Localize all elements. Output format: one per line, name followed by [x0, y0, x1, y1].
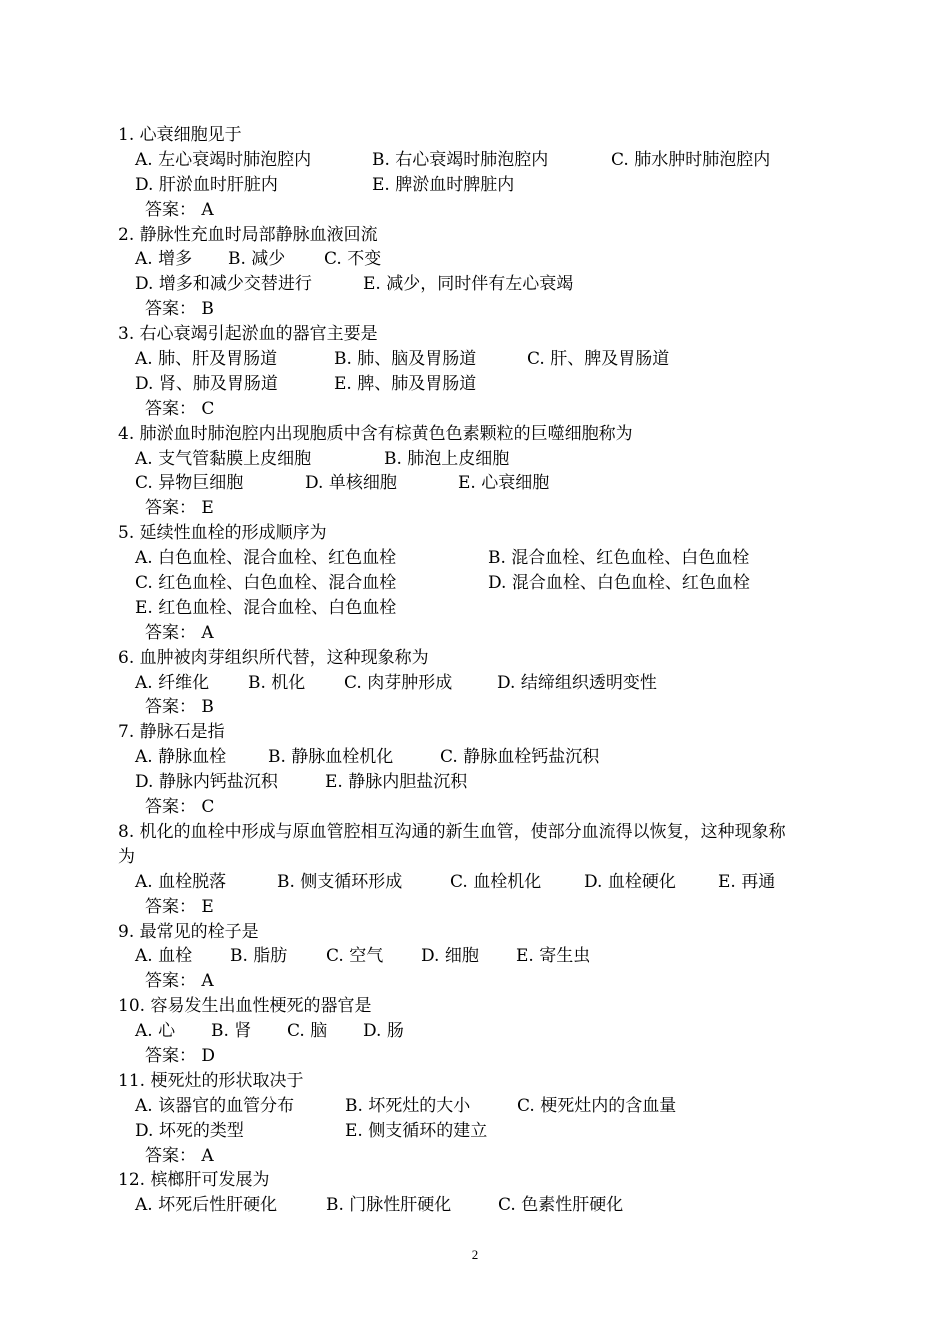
- answer: 答案： B: [145, 697, 214, 718]
- question-5: 5. 延续性血栓的形成顺序为: [118, 523, 327, 544]
- option: B. 侧支循环形成: [277, 871, 403, 892]
- option: B. 肾: [211, 1021, 252, 1042]
- option: A. 该器官的血管分布: [135, 1095, 295, 1116]
- options-row: [118, 372, 878, 397]
- answer: 答案： C: [145, 398, 215, 419]
- option: E. 寄生虫: [516, 946, 591, 967]
- option: A. 肺、肝及胃肠道: [135, 349, 278, 370]
- option: D. 血栓硬化: [584, 871, 676, 892]
- question-8: 8. 机化的血栓中形成与原血管腔相互沟通的新生血管，使部分血流得以恢复，这种现象称: [118, 821, 786, 842]
- option: A. 支气管黏膜上皮细胞: [135, 448, 312, 469]
- option: A. 增多: [135, 249, 193, 270]
- answer: 答案： E: [145, 498, 214, 519]
- option: B. 肺泡上皮细胞: [384, 448, 510, 469]
- options-row: [118, 247, 878, 272]
- question-12: 12. 槟榔肝可发展为: [118, 1170, 270, 1191]
- option: C. 肉芽肿形成: [344, 672, 453, 693]
- option: A. 坏死后性肝硬化: [135, 1195, 278, 1216]
- answer: 答案： A: [145, 971, 214, 992]
- option: D. 肝淤血时肝脏内: [135, 174, 278, 195]
- option: B. 混合血栓、红色血栓、白色血栓: [488, 548, 750, 569]
- option: A. 白色血栓、混合血栓、红色血栓: [135, 548, 397, 569]
- options-row: [118, 471, 878, 496]
- options-row: [118, 671, 878, 696]
- answer: 答案： C: [145, 797, 215, 818]
- question-6: 6. 血肿被肉芽组织所代替，这种现象称为: [118, 647, 429, 668]
- option: E. 再通: [718, 871, 776, 892]
- option: B. 机化: [248, 672, 306, 693]
- options-row: [118, 546, 878, 571]
- options-row: [118, 173, 878, 198]
- option: D. 静脉内钙盐沉积: [135, 772, 278, 793]
- option: A. 心: [135, 1021, 176, 1042]
- option: D. 结缔组织透明变性: [497, 672, 657, 693]
- option: D. 单核细胞: [305, 473, 397, 494]
- option: A. 左心衰竭时肺泡腔内: [135, 149, 312, 170]
- answer: 答案： A: [145, 1145, 214, 1166]
- option: C. 色素性肝硬化: [498, 1195, 624, 1216]
- answer: 答案： A: [145, 622, 214, 643]
- option: B. 右心衰竭时肺泡腔内: [372, 149, 549, 170]
- answer: 答案： E: [145, 896, 214, 917]
- question-2: 2. 静脉性充血时局部静脉血液回流: [118, 224, 378, 245]
- question-1: 1. 心衰细胞见于: [118, 125, 242, 145]
- option: E. 静脉内胆盐沉积: [325, 772, 468, 793]
- options-row: [118, 272, 878, 297]
- page-number: 2: [471, 1247, 479, 1262]
- options-row: [118, 1019, 878, 1044]
- option: D. 增多和减少交替进行: [135, 274, 312, 295]
- option: E. 红色血栓、混合血栓、白色血栓: [135, 597, 397, 618]
- option: B. 坏死灶的大小: [345, 1095, 471, 1116]
- option: A. 静脉血栓: [135, 747, 227, 768]
- option: C. 血栓机化: [450, 871, 542, 892]
- option: B. 脂肪: [230, 946, 288, 967]
- question-9: 9. 最常见的栓子是: [118, 921, 259, 942]
- options-row: [118, 596, 878, 621]
- option: B. 减少: [228, 249, 286, 270]
- options-row: [118, 571, 878, 596]
- question-4: 4. 肺淤血时肺泡腔内出现胞质中含有棕黄色色素颗粒的巨噬细胞称为: [118, 423, 633, 444]
- answer: 答案： A: [145, 199, 214, 220]
- option: C. 肺水肿时肺泡腔内: [611, 149, 771, 170]
- options-row: [118, 944, 878, 969]
- answer: 答案： B: [145, 299, 214, 320]
- options-row: [118, 1094, 878, 1119]
- question-8-continued: 为: [118, 846, 135, 867]
- option: C. 脑: [287, 1021, 328, 1042]
- option: D. 肠: [363, 1021, 404, 1042]
- options-row: [118, 347, 878, 372]
- option: B. 静脉血栓机化: [268, 747, 394, 768]
- option: C. 不变: [324, 249, 382, 270]
- answer: 答案： D: [145, 1045, 216, 1066]
- option: B. 门脉性肝硬化: [326, 1195, 452, 1216]
- option: D. 混合血栓、白色血栓、红色血栓: [488, 573, 750, 594]
- option: D. 细胞: [421, 946, 479, 967]
- question-7: 7. 静脉石是指: [118, 722, 225, 743]
- option: B. 肺、脑及胃肠道: [334, 349, 477, 370]
- option: C. 红色血栓、白色血栓、混合血栓: [135, 573, 397, 594]
- question-3: 3. 右心衰竭引起淤血的器官主要是: [118, 324, 378, 345]
- option: C. 梗死灶内的含血量: [517, 1095, 677, 1116]
- option: C. 静脉血栓钙盐沉积: [440, 747, 600, 768]
- options-row: [118, 770, 878, 795]
- option: C. 空气: [326, 946, 384, 967]
- question-11: 11. 梗死灶的形状取决于: [118, 1070, 304, 1091]
- option: E. 心衰细胞: [458, 473, 550, 494]
- options-row: [118, 1193, 878, 1218]
- option: A. 血栓: [135, 946, 193, 967]
- option: A. 血栓脱落: [135, 871, 227, 892]
- question-10: 10. 容易发生出血性梗死的器官是: [118, 996, 372, 1017]
- option: C. 异物巨细胞: [135, 473, 244, 494]
- option: A. 纤维化: [135, 672, 210, 693]
- option: C. 肝、脾及胃肠道: [527, 349, 670, 370]
- option: E. 脾淤血时脾脏内: [372, 174, 515, 195]
- options-row: [118, 1119, 878, 1144]
- option: D. 肾、肺及胃肠道: [135, 373, 278, 394]
- option: D. 坏死的类型: [135, 1120, 244, 1141]
- options-row: [118, 148, 878, 173]
- options-row: [118, 745, 878, 770]
- option: E. 脾、肺及胃肠道: [334, 373, 477, 394]
- question-list: [118, 123, 878, 1218]
- option: E. 减少，同时伴有左心衰竭: [363, 274, 574, 295]
- options-row: [118, 447, 878, 472]
- options-row: [118, 870, 878, 895]
- option: E. 侧支循环的建立: [345, 1120, 488, 1141]
